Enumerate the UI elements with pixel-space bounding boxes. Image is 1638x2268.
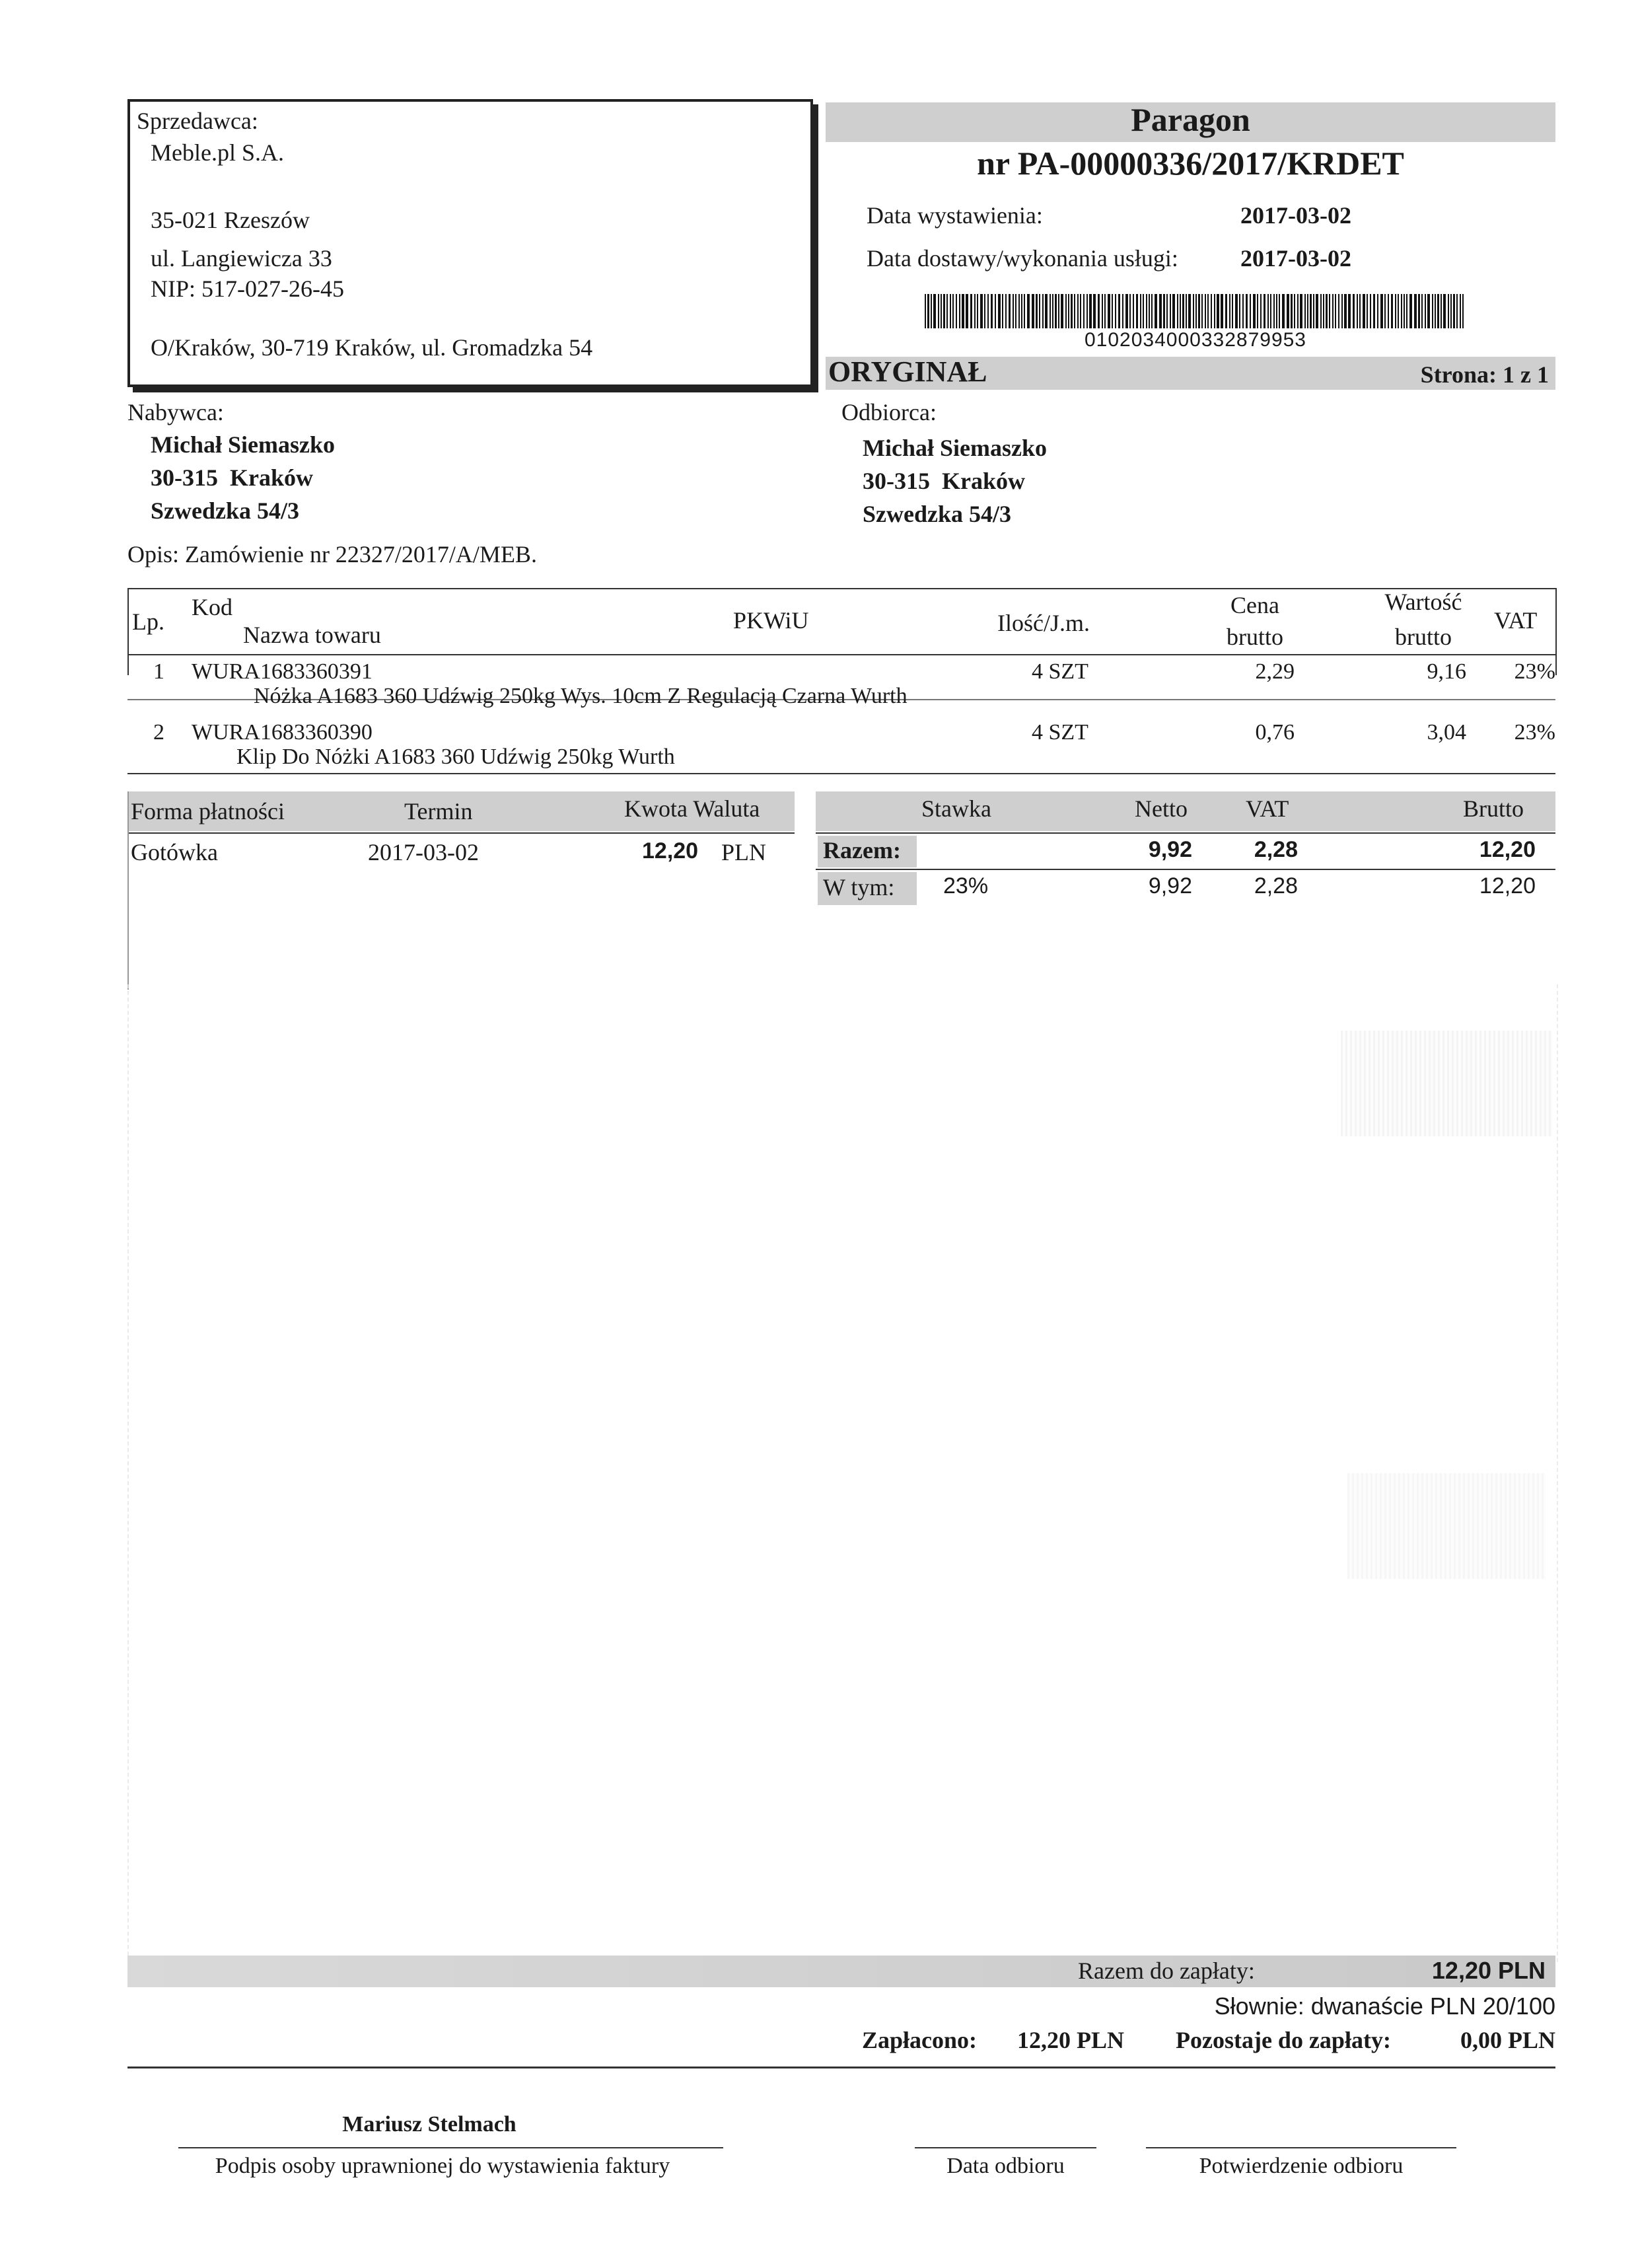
barcode-bar bbox=[962, 294, 964, 328]
barcode-bar bbox=[977, 294, 978, 328]
barcode-bar bbox=[1401, 294, 1402, 328]
barcode-bar bbox=[1267, 294, 1269, 328]
seller-city: 35-021 Rzeszów bbox=[151, 207, 310, 233]
remaining-label: Pozostaje do zapłaty: bbox=[1176, 2027, 1391, 2053]
row-1-qty: 4 SZT bbox=[1032, 659, 1088, 684]
payment-left-rule bbox=[127, 791, 129, 990]
barcode-bar bbox=[1027, 294, 1030, 328]
barcode-bar bbox=[1112, 294, 1113, 328]
issuer-signature-line bbox=[178, 2147, 723, 2148]
vat-breakdown-gross: 12,20 bbox=[1479, 873, 1536, 898]
barcode-bar bbox=[1353, 294, 1355, 328]
paid-amount: 12,20 PLN bbox=[1017, 2027, 1124, 2053]
barcode-bar bbox=[1068, 294, 1069, 328]
original-label: ORYGINAŁ bbox=[828, 355, 987, 388]
barcode-bar bbox=[1050, 294, 1051, 328]
recipient-name: Michał Siemaszko bbox=[863, 435, 1047, 461]
header-nazwa: Nazwa towaru bbox=[243, 622, 381, 648]
barcode-bar bbox=[938, 294, 939, 328]
barcode-bar bbox=[1344, 294, 1347, 328]
barcode-bar bbox=[1370, 294, 1371, 328]
barcode-bar bbox=[1055, 294, 1057, 328]
barcode-bar bbox=[1214, 294, 1215, 328]
barcode-bar bbox=[1320, 294, 1322, 328]
barcode-bar bbox=[1282, 294, 1285, 328]
barcode-bar bbox=[1232, 294, 1233, 328]
barcode-bar bbox=[1207, 294, 1209, 328]
barcode-bar bbox=[1357, 294, 1358, 328]
barcode-bar bbox=[1089, 294, 1092, 328]
barcode-bar bbox=[925, 294, 926, 328]
barcode-bar bbox=[1253, 294, 1256, 328]
barcode-bar bbox=[1388, 294, 1389, 328]
barcode-bar bbox=[1421, 294, 1423, 328]
buyer-street: Szwedzka 54/3 bbox=[151, 497, 299, 524]
barcode-bar bbox=[1323, 294, 1324, 328]
barcode-bar bbox=[991, 294, 993, 328]
barcode-bar bbox=[1310, 294, 1312, 328]
barcode-bar bbox=[995, 294, 996, 328]
barcode-bar bbox=[1009, 294, 1011, 328]
barcode-bar bbox=[1045, 294, 1048, 328]
barcode-bar bbox=[1425, 294, 1426, 328]
barcode-bar bbox=[1409, 294, 1412, 328]
barcode-bar bbox=[1159, 294, 1162, 328]
barcode-bar bbox=[1287, 294, 1289, 328]
payment-header-amount: Kwota Waluta bbox=[624, 795, 760, 822]
row-2-vat: 23% bbox=[1514, 720, 1555, 745]
amount-in-words: Słownie: dwanaście PLN 20/100 bbox=[1214, 1993, 1555, 2020]
buyer-name: Michał Siemaszko bbox=[151, 431, 335, 458]
receipt-date-line bbox=[915, 2147, 1096, 2148]
barcode-bar bbox=[1061, 294, 1063, 328]
barcode-bar bbox=[1129, 294, 1131, 328]
barcode-bar bbox=[1151, 294, 1153, 328]
barcode-bar bbox=[1052, 294, 1053, 328]
row-2-qty: 4 SZT bbox=[1032, 720, 1088, 745]
barcode-bar bbox=[1246, 294, 1248, 328]
barcode-bar bbox=[1115, 294, 1116, 328]
barcode-bar bbox=[1260, 294, 1262, 328]
barcode-bar bbox=[974, 294, 976, 328]
row-1-value: 9,16 bbox=[1427, 659, 1466, 684]
barcode-bar bbox=[1427, 294, 1430, 328]
barcode-bar bbox=[1395, 294, 1396, 328]
delivery-date: 2017-03-02 bbox=[1240, 245, 1351, 272]
payment-header-term: Termin bbox=[404, 798, 473, 824]
barcode-bar bbox=[1186, 294, 1187, 328]
barcode-bar bbox=[1338, 294, 1339, 328]
vat-header-gross: Brutto bbox=[1463, 795, 1524, 822]
seller-nip: NIP: 517-027-26-45 bbox=[151, 275, 344, 302]
payment-header-form: Forma płatności bbox=[131, 798, 285, 824]
payment-form: Gotówka bbox=[131, 839, 218, 865]
barcode-bar bbox=[1065, 294, 1067, 328]
barcode-bar bbox=[1146, 294, 1147, 328]
barcode-bar bbox=[1122, 294, 1123, 328]
vat-breakdown-label: W tym: bbox=[823, 874, 895, 900]
document-number: nr PA-00000336/2017/KRDET bbox=[977, 145, 1404, 182]
barcode-bar bbox=[1170, 294, 1171, 328]
barcode-bar bbox=[1291, 294, 1293, 328]
barcode-bar bbox=[1316, 294, 1318, 328]
barcode-bar bbox=[1125, 294, 1128, 328]
receipt-confirm-caption: Potwierdzenie odbioru bbox=[1199, 2154, 1404, 2178]
header-kod: Kod bbox=[192, 594, 232, 620]
remaining-amount: 0,00 PLN bbox=[1460, 2027, 1555, 2053]
barcode-bar bbox=[1036, 294, 1038, 328]
barcode-bar bbox=[952, 294, 954, 328]
barcode-bar bbox=[1071, 294, 1073, 328]
buyer-city: 30-315 Kraków bbox=[151, 464, 313, 491]
barcode-bar bbox=[1335, 294, 1336, 328]
barcode-bar bbox=[950, 294, 951, 328]
header-vat: VAT bbox=[1494, 607, 1538, 634]
barcode-bar bbox=[1182, 294, 1184, 328]
barcode-bar bbox=[933, 294, 936, 328]
barcode-number: 0102034000332879953 bbox=[1084, 329, 1306, 351]
barcode-bar bbox=[1136, 294, 1138, 328]
barcode-bar bbox=[1453, 294, 1455, 328]
scan-shadow-block-2 bbox=[1347, 1473, 1546, 1579]
barcode-bar bbox=[1225, 294, 1227, 328]
barcode-bar bbox=[1363, 294, 1365, 328]
payment-amount: 12,20 bbox=[642, 838, 699, 863]
barcode-bar bbox=[1143, 294, 1144, 328]
barcode-bar bbox=[959, 294, 960, 328]
row-2-value: 3,04 bbox=[1427, 720, 1466, 745]
paid-label: Zapłacono: bbox=[862, 2027, 978, 2053]
delivery-date-label: Data dostawy/wykonania usługi: bbox=[867, 245, 1178, 272]
barcode-bar bbox=[1024, 294, 1025, 328]
totals-bottom-rule bbox=[127, 2067, 1555, 2068]
to-pay-bar bbox=[127, 1956, 1555, 1987]
barcode-bar bbox=[1418, 294, 1420, 328]
vat-header-rule bbox=[816, 832, 1555, 834]
row-2-price: 0,76 bbox=[1255, 720, 1295, 745]
barcode bbox=[925, 294, 1466, 334]
vat-total-rule bbox=[816, 869, 1555, 870]
barcode-bar bbox=[1077, 294, 1079, 328]
header-pkwiu: PKWiU bbox=[733, 607, 809, 634]
barcode-bar bbox=[1443, 294, 1446, 328]
to-pay-label: Razem do zapłaty: bbox=[1078, 1957, 1255, 1984]
barcode-bar bbox=[1313, 294, 1314, 328]
barcode-bar bbox=[1380, 294, 1383, 328]
barcode-bar bbox=[1032, 294, 1034, 328]
barcode-bar bbox=[1450, 294, 1452, 328]
barcode-bar bbox=[1018, 294, 1020, 328]
barcode-bar bbox=[956, 294, 957, 328]
header-wartosc-2: brutto bbox=[1395, 624, 1452, 650]
barcode-bar bbox=[1332, 294, 1334, 328]
barcode-bar bbox=[941, 294, 942, 328]
barcode-bar bbox=[931, 294, 932, 328]
barcode-bar bbox=[1172, 294, 1175, 328]
barcode-bar bbox=[1083, 294, 1085, 328]
barcode-bar bbox=[1373, 294, 1375, 328]
issue-date: 2017-03-02 bbox=[1240, 202, 1351, 229]
barcode-bar bbox=[1002, 294, 1003, 328]
payment-currency: PLN bbox=[721, 839, 767, 865]
issue-date-label: Data wystawienia: bbox=[867, 202, 1043, 229]
barcode-bar bbox=[1250, 294, 1251, 328]
vat-breakdown-net: 9,92 bbox=[1148, 873, 1192, 898]
barcode-bar bbox=[998, 294, 1001, 328]
barcode-bar bbox=[1448, 294, 1449, 328]
recipient-label: Odbiorca: bbox=[841, 399, 937, 425]
header-cena-1: Cena bbox=[1230, 592, 1279, 618]
barcode-bar bbox=[927, 294, 929, 328]
issuer-name: Mariusz Stelmach bbox=[342, 2112, 516, 2137]
buyer-label: Nabywca: bbox=[127, 399, 224, 425]
barcode-bars bbox=[925, 294, 1464, 328]
barcode-bar bbox=[1180, 294, 1181, 328]
row-1-vat: 23% bbox=[1514, 659, 1555, 684]
barcode-bar bbox=[1021, 294, 1022, 328]
barcode-bar bbox=[1348, 294, 1351, 328]
barcode-bar bbox=[1074, 294, 1075, 328]
barcode-bar bbox=[1264, 294, 1265, 328]
barcode-bar bbox=[1404, 294, 1405, 328]
seller-name: Meble.pl S.A. bbox=[151, 139, 284, 166]
receipt-date-caption: Data odbioru bbox=[946, 2154, 1065, 2178]
barcode-bar bbox=[1441, 294, 1442, 328]
barcode-bar bbox=[1104, 294, 1106, 328]
barcode-bar bbox=[970, 294, 972, 328]
barcode-bar bbox=[1133, 294, 1134, 328]
barcode-bar bbox=[1013, 294, 1014, 328]
barcode-bar bbox=[1456, 294, 1458, 328]
barcode-bar bbox=[1042, 294, 1044, 328]
vat-total-vat: 2,28 bbox=[1254, 837, 1298, 862]
vat-total-gross: 12,20 bbox=[1479, 837, 1536, 862]
order-description: Opis: Zamówienie nr 22327/2017/A/MEB. bbox=[127, 541, 537, 567]
vat-breakdown-vat: 2,28 bbox=[1254, 873, 1298, 898]
barcode-bar bbox=[1058, 294, 1059, 328]
barcode-bar bbox=[1276, 294, 1277, 328]
payment-term: 2017-03-02 bbox=[368, 839, 479, 865]
scan-shadow-block bbox=[1341, 1031, 1552, 1136]
barcode-bar bbox=[987, 294, 989, 328]
vat-header-vat: VAT bbox=[1246, 795, 1289, 822]
barcode-bar bbox=[1297, 294, 1299, 328]
barcode-bar bbox=[1307, 294, 1308, 328]
items-bottom-rule bbox=[127, 773, 1555, 774]
row-1-price: 2,29 bbox=[1255, 659, 1295, 684]
barcode-bar bbox=[1391, 294, 1393, 328]
payment-header-rule bbox=[127, 832, 795, 834]
barcode-bar bbox=[1273, 294, 1275, 328]
barcode-bar bbox=[943, 294, 945, 328]
barcode-bar bbox=[1217, 294, 1219, 328]
barcode-bar bbox=[1201, 294, 1203, 328]
barcode-bar bbox=[1279, 294, 1280, 328]
row-2-code: WURA1683360390 bbox=[192, 720, 373, 745]
row-2-name: Klip Do Nóżki A1683 360 Udźwig 250kg Wurth bbox=[236, 745, 675, 769]
barcode-bar bbox=[1384, 294, 1386, 328]
barcode-bar bbox=[1015, 294, 1016, 328]
barcode-bar bbox=[1108, 294, 1110, 328]
barcode-bar bbox=[1198, 294, 1200, 328]
barcode-bar bbox=[1235, 294, 1238, 328]
barcode-bar bbox=[1140, 294, 1141, 328]
barcode-bar bbox=[1437, 294, 1439, 328]
barcode-bar bbox=[1329, 294, 1330, 328]
vat-breakdown-rate: 23% bbox=[943, 873, 989, 898]
barcode-bar bbox=[1270, 294, 1271, 328]
barcode-bar bbox=[1188, 294, 1191, 328]
items-header-rule bbox=[127, 654, 1555, 655]
header-cena-2: brutto bbox=[1227, 624, 1283, 650]
barcode-bar bbox=[966, 294, 968, 328]
row-2-lp: 2 bbox=[153, 720, 164, 745]
receipt-confirm-line bbox=[1146, 2147, 1456, 2148]
barcode-bar bbox=[1211, 294, 1212, 328]
row-1-code: WURA1683360391 bbox=[192, 659, 373, 684]
barcode-bar bbox=[1205, 294, 1206, 328]
barcode-bar bbox=[1406, 294, 1407, 328]
barcode-bar bbox=[1195, 294, 1197, 328]
barcode-bar bbox=[1414, 294, 1417, 328]
barcode-bar bbox=[1177, 294, 1178, 328]
barcode-bar bbox=[1435, 294, 1436, 328]
barcode-bar bbox=[1432, 294, 1433, 328]
barcode-bar bbox=[1229, 294, 1230, 328]
barcode-bar bbox=[1163, 294, 1165, 328]
vat-total-label: Razem: bbox=[823, 837, 901, 863]
barcode-bar bbox=[1462, 294, 1464, 328]
barcode-bar bbox=[1080, 294, 1081, 328]
barcode-bar bbox=[1377, 294, 1378, 328]
issuer-caption: Podpis osoby uprawnionej do wystawienia faktury bbox=[215, 2154, 670, 2178]
barcode-bar bbox=[1039, 294, 1040, 328]
barcode-bar bbox=[1221, 294, 1223, 328]
barcode-bar bbox=[1359, 294, 1361, 328]
barcode-bar bbox=[1294, 294, 1295, 328]
barcode-bar bbox=[1086, 294, 1088, 328]
barcode-bar bbox=[984, 294, 985, 328]
to-pay-amount: 12,20 PLN bbox=[1431, 1957, 1546, 1984]
barcode-bar bbox=[1398, 294, 1399, 328]
page-label: Strona: 1 z 1 bbox=[1420, 361, 1549, 388]
recipient-city: 30-315 Kraków bbox=[863, 468, 1025, 494]
recipient-street: Szwedzka 54/3 bbox=[863, 501, 1011, 527]
barcode-bar bbox=[1239, 294, 1240, 328]
vat-total-net: 9,92 bbox=[1148, 837, 1192, 862]
barcode-bar bbox=[1304, 294, 1306, 328]
barcode-bar bbox=[1367, 294, 1368, 328]
barcode-bar bbox=[1005, 294, 1007, 328]
barcode-bar bbox=[980, 294, 983, 328]
barcode-bar bbox=[1098, 294, 1100, 328]
barcode-bar bbox=[1149, 294, 1150, 328]
seller-street: ul. Langiewicza 33 bbox=[151, 245, 332, 272]
barcode-bar bbox=[1242, 294, 1244, 328]
barcode-bar bbox=[1118, 294, 1120, 328]
vat-header-net: Netto bbox=[1135, 795, 1188, 822]
barcode-bar bbox=[1257, 294, 1258, 328]
barcode-bar bbox=[1166, 294, 1168, 328]
barcode-bar bbox=[1300, 294, 1302, 328]
document-title: Paragon bbox=[1131, 101, 1250, 138]
barcode-bar bbox=[1155, 294, 1157, 328]
header-wartosc-1: Wartość bbox=[1384, 589, 1462, 615]
barcode-bar bbox=[1193, 294, 1194, 328]
barcode-bar bbox=[1326, 294, 1328, 328]
barcode-bar bbox=[1460, 294, 1461, 328]
header-lp: Lp. bbox=[132, 608, 164, 635]
barcode-bar bbox=[946, 294, 948, 328]
header-ilosc: Ilość/J.m. bbox=[997, 610, 1090, 636]
row-1-name: Nóżka A1683 360 Udźwig 250kg Wys. 10cm Z Regulacją Czarna Wurth bbox=[254, 684, 908, 708]
seller-label: Sprzedawca: bbox=[137, 108, 258, 134]
vat-header-rate: Stawka bbox=[921, 795, 991, 822]
barcode-bar bbox=[1341, 294, 1343, 328]
seller-branch: O/Kraków, 30-719 Kraków, ul. Gromadzka 54 bbox=[151, 334, 593, 361]
barcode-bar bbox=[1102, 294, 1103, 328]
row-1-lp: 1 bbox=[153, 659, 164, 684]
barcode-bar bbox=[1093, 294, 1096, 328]
